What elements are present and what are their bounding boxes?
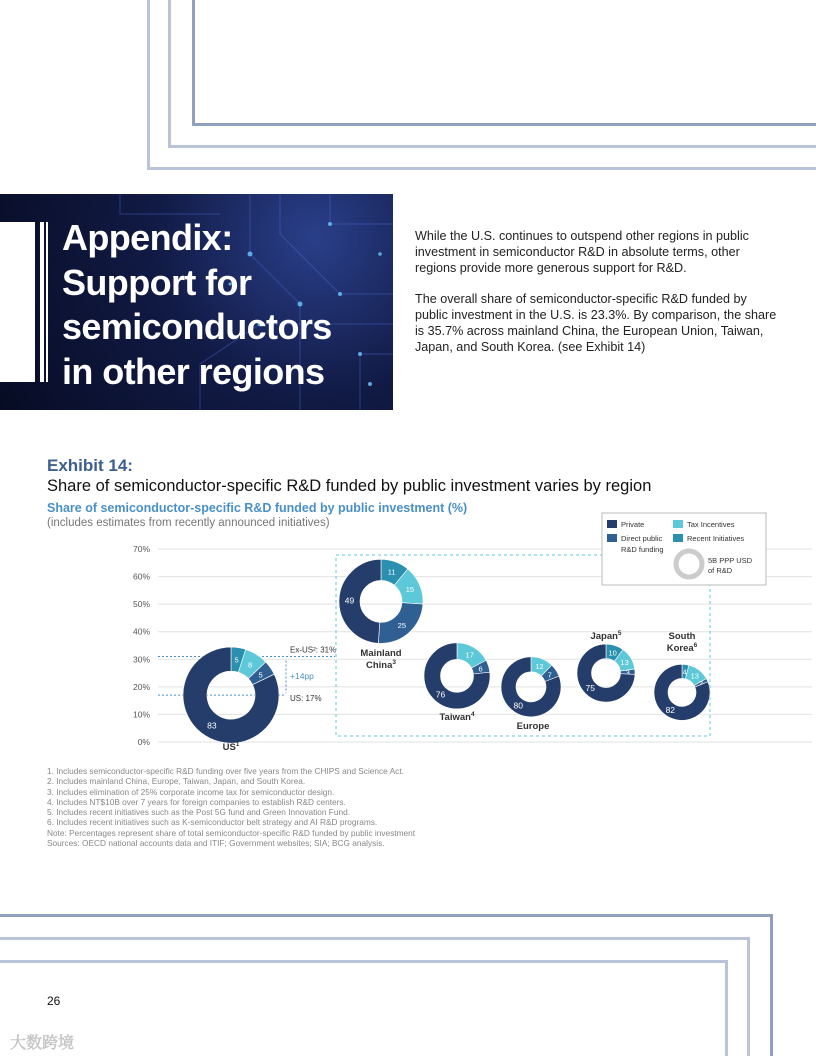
legend-swatch xyxy=(673,534,683,542)
footnote: 2. Includes mainland China, Europe, Taiwan, Japan, and South Korea. xyxy=(47,776,306,787)
footnote: Note: Percentages represent share of total semiconductor-specific R&D funded by public investment xyxy=(47,827,416,838)
donut-slice-label: 75 xyxy=(585,683,596,694)
donut-slice-label: 5 xyxy=(258,670,263,680)
frame-line xyxy=(147,0,150,170)
region-label: Japan$^5$ xyxy=(590,630,622,642)
donut-slice-label: 6 xyxy=(478,664,483,674)
footnote-ref: 6 xyxy=(693,642,698,649)
footnote: 6. Includes recent initiatives such as K-semiconductor belt strategy and AI R&D programs. xyxy=(47,817,378,828)
donut-slice-label: 80 xyxy=(513,700,523,711)
y-tick-label: 30% xyxy=(132,654,150,665)
appendix-title-line: Support for xyxy=(62,261,252,303)
donut-slice-label: 76 xyxy=(435,689,446,700)
legend-label: Recent Initiatives xyxy=(687,534,745,543)
region-label: Korea$^6$ xyxy=(666,642,698,654)
chart-title: Share of semiconductor-specific R&D funded by public investment varies by region xyxy=(47,477,652,495)
banner-stripe xyxy=(46,222,48,382)
y-tick-label: 70% xyxy=(132,544,150,554)
region-label: Taiwan$^4$ xyxy=(439,711,475,723)
donut-slice-label: 2 xyxy=(698,679,703,689)
donut-mainland-china xyxy=(339,559,423,671)
banner-white-block xyxy=(0,222,35,382)
donut-taiwan xyxy=(424,643,490,723)
us-reference-label: US: 17% xyxy=(290,694,322,704)
legend-size-label: of R&D xyxy=(708,566,733,575)
page-number: 26 xyxy=(47,994,61,1008)
banner-stripe xyxy=(40,222,44,382)
intro-paragraph: While the U.S. continues to outspend other regions in public investment in semiconductor R&D in absolute terms, other regions provide more generous support for R&D. xyxy=(415,229,749,275)
donut-slice-label: 13 xyxy=(690,671,699,681)
watermark-logo xyxy=(10,1030,74,1053)
y-tick-label: 40% xyxy=(132,626,150,637)
y-tick-label: 10% xyxy=(132,709,150,720)
donut-slice-label: 12 xyxy=(535,661,544,671)
difference-label: +14pp xyxy=(290,670,314,681)
frame-line xyxy=(747,937,750,1056)
footnote: Sources: OECD national accounts data and ITIF; Government websites; SIA; BCG analysis. xyxy=(47,838,385,849)
exhibit-label: Exhibit 14: xyxy=(47,456,133,475)
legend-label: Direct public xyxy=(621,534,663,543)
appendix-title xyxy=(62,216,332,394)
donut-slice-label: 49 xyxy=(344,595,355,606)
donut-slice-label: 5 xyxy=(234,655,239,665)
frame-line xyxy=(168,0,171,148)
frame-line xyxy=(770,914,773,1056)
y-tick-label: 0% xyxy=(137,737,150,747)
region-label: Mainland xyxy=(360,648,402,659)
frame-line xyxy=(147,167,816,170)
footnotes xyxy=(47,766,415,848)
legend-size-label: 5B PPP USD xyxy=(708,556,753,565)
donut-slice-label: 17 xyxy=(465,650,474,660)
donut-slice-label: 13 xyxy=(620,657,629,667)
intro-paragraph: The overall share of semiconductor-specific R&D funded by public investment in the U.S. is 23.3%. By comparison, the share is 35.7% across mainland China, the European Union, Taiwan, Japan, and South Korea. (see Exhibit 14) xyxy=(415,292,777,354)
frame-line xyxy=(0,914,773,917)
frame-line xyxy=(192,0,195,126)
footnote-ref: 4 xyxy=(470,711,475,718)
region-label: South xyxy=(668,631,696,642)
donut-slice-label: 10 xyxy=(608,648,617,658)
frame-line xyxy=(0,937,750,940)
y-tick-label: 20% xyxy=(132,681,150,692)
watermark-text: 大数跨境 xyxy=(10,1035,75,1052)
legend-swatch xyxy=(607,534,617,542)
appendix-title-line: semiconductors xyxy=(62,306,332,347)
footnote: 5. Includes recent initiatives such as the Post 5G fund and Green Innovation Fund. xyxy=(47,807,351,818)
ex-us-reference-label: Ex-US²: 31% xyxy=(290,645,337,655)
y-tick-label: 50% xyxy=(132,599,150,610)
footnote: 3. Includes elimination of 25% corporate income tax for semiconductor design. xyxy=(47,786,335,797)
donut-slice-label: 25 xyxy=(397,621,407,631)
donut-slice-label: 7 xyxy=(547,670,552,680)
donut-slice-label: 4 xyxy=(682,667,687,677)
donut-slice-label: 8 xyxy=(248,660,253,670)
footnote-ref: 3 xyxy=(392,659,397,666)
footnote: 4. Includes NT$10B over 7 years for foreign companies to establish R&D centers. xyxy=(47,796,346,807)
region-label: Europe xyxy=(516,721,550,732)
footnote-ref: 5 xyxy=(617,630,622,637)
donut-south-korea xyxy=(654,631,710,720)
donut-japan xyxy=(577,630,635,702)
frame-line xyxy=(725,960,728,1056)
donut-slice-label: 83 xyxy=(207,720,217,731)
appendix-title-line: in other regions xyxy=(62,350,325,392)
region-label: China$^3$ xyxy=(365,659,397,671)
chart-subtitle: Share of semiconductor-specific R&D funded by public investment (%) xyxy=(47,501,468,515)
frame-line xyxy=(192,123,816,126)
chart-subnote: (includes estimates from recently announced initiatives) xyxy=(47,517,330,529)
appendix-title-line: Appendix: xyxy=(62,217,233,258)
donut-europe xyxy=(501,657,561,732)
footnote: 1. Includes semiconductor-specific R&D funding over five years from the CHIPS and Science Act. xyxy=(47,766,404,776)
donut-us xyxy=(183,647,279,753)
intro-text xyxy=(415,228,777,370)
y-tick-label: 60% xyxy=(132,571,150,582)
legend-swatch xyxy=(607,520,617,528)
frame-line xyxy=(168,145,816,148)
footnote-ref: 1 xyxy=(235,741,240,748)
donut-slice-label: 15 xyxy=(405,584,415,594)
donut-slice-label: 11 xyxy=(387,567,396,577)
donut-slice-label: 82 xyxy=(665,704,676,715)
donut-slice-label: 3 xyxy=(625,668,630,678)
appendix-banner xyxy=(0,194,393,410)
legend-label: Tax Incentives xyxy=(687,520,735,529)
region-label: $US^1$ xyxy=(222,741,240,753)
legend-label: Private xyxy=(621,520,645,529)
legend-swatch xyxy=(673,520,683,528)
legend-label: R&D funding xyxy=(621,545,664,554)
frame-line xyxy=(0,960,728,963)
